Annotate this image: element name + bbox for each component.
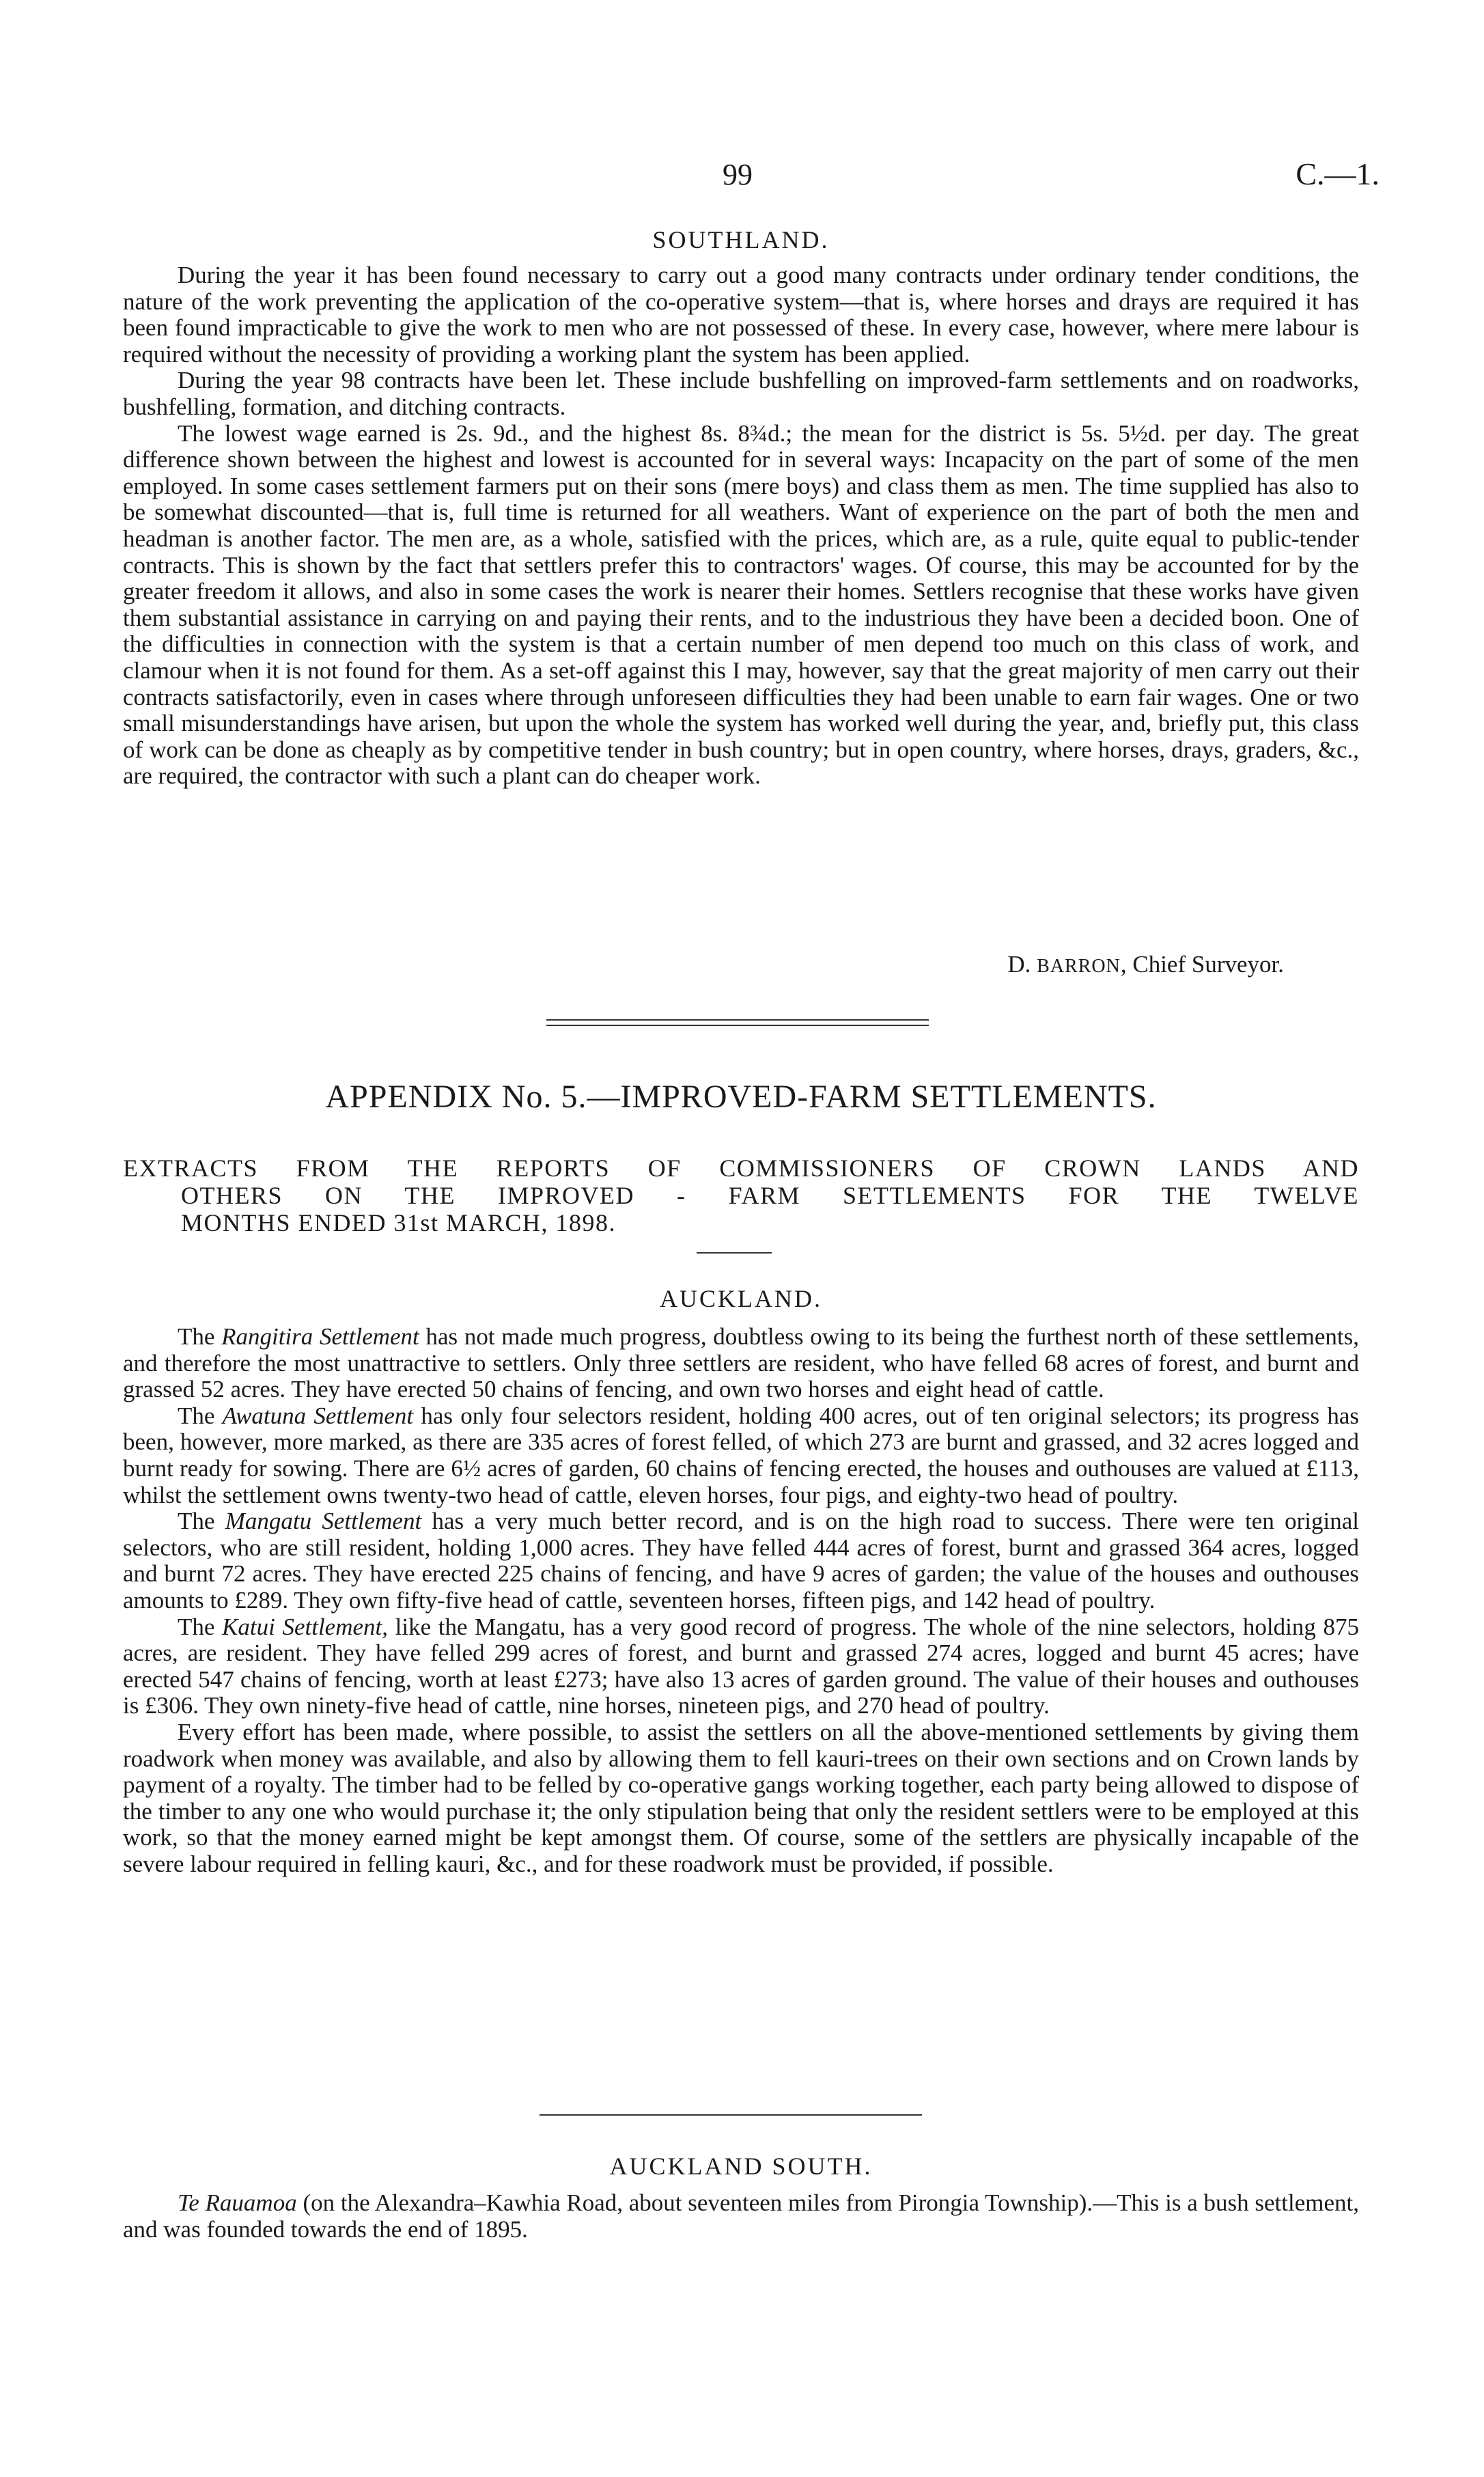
section-divider bbox=[546, 1019, 929, 1026]
auckland-body bbox=[123, 1324, 1359, 1877]
extract-title bbox=[123, 1154, 1359, 1236]
signature-surname: BARRON bbox=[1037, 956, 1121, 977]
auckland-south-paragraph-1 bbox=[123, 2190, 1359, 2243]
southland-paragraph-1: During the year it has been found necessary to carry out a good many contracts under ordinary tender conditions, the nature of the work preventing the application of the co-operative system—that is, where horses and drays are required it has been found impracticable to give the work to men who are not possessed of these. In every case, however, where mere labour is required without the necessity of providing a working plant the system has been applied. bbox=[123, 262, 1359, 368]
auckland-paragraph-4 bbox=[123, 1614, 1359, 1719]
text-fragment: has only four selectors resident, holding 400 acres, out of ten original selectors; its progress has been, however, more marked, as there are 335 acres of forest felled, of which 273 are burnt and grassed, and 32 acres logged and burnt ready for sowing. There are 6½ acres of garden, 60 chains of fencing erected, the houses and outhouses are valued at £113, whilst the settlement owns twenty-two head of cattle, eleven horses, four pigs, and eighty-two head of poultry. bbox=[123, 1402, 1359, 1508]
short-divider bbox=[697, 1252, 772, 1254]
text-fragment: has not made much progress, doubtless owing to its being the furthest north of these settlements, and therefore the most unattractive to settlers. Only three settlers are resident, who have felled 68 acres of forest, and burnt and grassed 52 acres. They have erected 50 chains of fencing, and own two horses and eight head of cattle. bbox=[123, 1323, 1359, 1403]
signature-initial: D. bbox=[1007, 951, 1037, 978]
text-fragment: like the Mangatu, has a very good record of progress. The whole of the nine selectors, holding 875 acres, are resident. They have felled 299 acres of forest, and burnt and grassed 274 acres, logged and burnt 45 acres; have erected 547 chains of fencing, worth at least £273; have also 13 acres of garden ground. The value of their houses and outhouses is £306. They own ninety-five head of cattle, nine horses, nineteen pigs, and 270 head of poultry. bbox=[123, 1613, 1360, 1719]
settlement-name: Mangatu Settlement bbox=[225, 1508, 422, 1535]
auckland-paragraph-2 bbox=[123, 1403, 1359, 1508]
report-code: C.—1. bbox=[1296, 156, 1380, 191]
southland-paragraph-3: The lowest wage earned is 2s. 9d., and the highest 8s. 8¾d.; the mean for the district is 5s. 5½d. per day. The great difference shown between the highest and lowest is accounted for in several ways: Incapacity on the part of some of the men employed. In some cases settlement farmers put on their sons (mere boys) and class them as men. The time supplied has also to be somewhat discounted—that is, full time is returned for all weathers. Want of experience on the part of both the men and headman is another factor. The men are, as a whole, satisfied with the prices, which are, as a rule, quite equal to public-tender contracts. This is shown by the fact that settlers prefer this to contractors' wages. Of course, this may be accounted for by the greater freedom it allows, and also in some cases the work is nearer their homes. Settlers recognise that these works have given them substantial assistance in carrying on and paying their rents, and to the industrious they have been a decided boon. One of the difficulties in connection with the system is that a certain number of men depend too much on this class of work, and clamour when it is not found for them. As a set-off against this I may, however, say that the great majority of men carry out their contracts satisfactorily, even in cases where through unforeseen difficulties they had been unable to earn fair wages. One or two small misunderstandings have arisen, but upon the whole the system has worked well during the year, and, briefly put, this class of work can be done as cheaply as by competitive tender in bush country; but in open country, where horses, drays, graders, &c., are required, the contractor with such a plant can do cheaper work. bbox=[123, 419, 1359, 790]
southland-body bbox=[123, 262, 1359, 790]
southland-paragraph-2: During the year 98 contracts have been let. These include bushfelling on improved-farm settlements and on roadworks, bushfelling, formation, and ditching contracts. bbox=[123, 367, 1359, 420]
text-fragment: has a very much better record, and is on the high road to success. There were ten original selectors, who are still resident, holding 1,000 acres. They have felled 444 acres of forest, burnt and grassed 364 acres, logged and burnt 72 acres. They have erected 225 chains of fencing, and have 9 acres of garden; the value of the houses and outhouses amounts to £289. They own fifty-five head of cattle, seventeen horses, fifteen pigs, and 142 head of poultry. bbox=[123, 1508, 1360, 1614]
settlement-name: Rangitira Settlement bbox=[221, 1323, 419, 1350]
settlement-name: Katui Settlement, bbox=[222, 1613, 388, 1640]
text-fragment: The bbox=[178, 1508, 225, 1535]
settlement-name: Awatuna Settlement bbox=[222, 1402, 414, 1429]
auckland-heading: AUCKLAND. bbox=[660, 1285, 822, 1312]
extract-title-line-2: OTHERS ON THE IMPROVED - FARM SETTLEMENTS FOR THE TWELVE bbox=[181, 1182, 1359, 1209]
section-divider-2 bbox=[540, 2114, 922, 2116]
southland-heading: SOUTHLAND. bbox=[652, 226, 830, 253]
auckland-south-heading: AUCKLAND SOUTH. bbox=[609, 2153, 873, 2180]
auckland-paragraph-1 bbox=[123, 1324, 1359, 1403]
signature bbox=[806, 951, 1284, 978]
appendix-title: APPENDIX No. 5.—IMPROVED-FARM SETTLEMENTS. bbox=[325, 1079, 1157, 1115]
signature-title: , Chief Surveyor. bbox=[1120, 951, 1284, 978]
settlement-name: Te Rauamoa bbox=[178, 2189, 297, 2216]
text-fragment: The bbox=[178, 1323, 222, 1350]
text-fragment: (on the Alexandra–Kawhia Road, about seventeen miles from Pirongia Township).—This is a bush settlement, and was founded towards the end of 1895. bbox=[123, 2189, 1359, 2243]
text-fragment: The bbox=[178, 1402, 223, 1429]
auckland-paragraph-3 bbox=[123, 1508, 1359, 1614]
auckland-south-body bbox=[123, 2190, 1359, 2243]
extract-title-line-3: MONTHS ENDED 31st MARCH, 1898. bbox=[181, 1209, 617, 1236]
extract-title-line-1: EXTRACTS FROM THE REPORTS OF COMMISSIONERS OF CROWN LANDS AND bbox=[123, 1154, 1359, 1182]
text-fragment: The bbox=[178, 1613, 223, 1640]
auckland-paragraph-5: Every effort has been made, where possible, to assist the settlers on all the above-mentioned settlements by giving them roadwork when money was available, and also by allowing them to fell kauri-trees on their own sections and on Crown lands by payment of a royalty. The timber had to be felled by co-operative gangs working together, each party being allowed to dispose of the timber to any one who would purchase it; the only stipulation being that only the resident settlers were to be employed at this work, so that the money earned might be kept amongst them. Of course, some of the settlers are physically incapable of the severe labour required in felling kauri, &c., and for these roadwork must be provided, if possible. bbox=[123, 1718, 1359, 1877]
page-number: 99 bbox=[723, 158, 753, 191]
